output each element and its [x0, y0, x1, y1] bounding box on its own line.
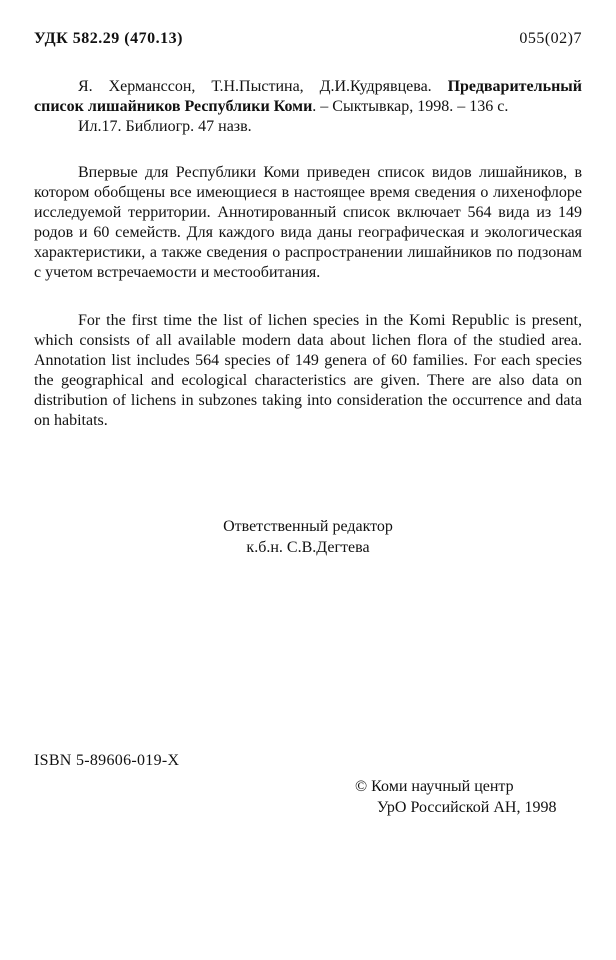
abstract-russian-text: Впервые для Республики Коми приведен список видов лишайников, в котором обобщены все имеющиеся в настоящее время сведения о лихенофлоре исследуемой территории. Аннотированный список включает 564 вида из 149 родов и 60 семейств. Для каждого вида даны географическая и экологическая характеристики, а также сведения о распространении лишайников по подзонам с учетом встречаемости и местообитания. — [34, 164, 582, 281]
illustration-details: Ил.17. Библиогр. 47 назв. — [78, 118, 252, 135]
copyright-holder: © Коми научный центр — [355, 778, 514, 795]
book-title: Предварительный список лишайников Республики Коми — [34, 78, 582, 115]
isbn: ISBN 5-89606-019-X — [34, 752, 180, 769]
editor-name: к.б.н. С.В.Дегтева — [246, 539, 370, 556]
copyright-year: УрО Российской АН, 1998 — [377, 799, 557, 816]
editor-role: Ответственный редактор — [223, 518, 393, 535]
abstract-russian — [34, 163, 582, 283]
publication-info: . – Сыктывкар, 1998. – 136 с. — [312, 98, 509, 115]
bbk-code: 055(02)7 — [519, 30, 582, 47]
bibliographic-record — [34, 77, 582, 137]
abstract-english-text: For the first time the list of lichen species in the Komi Republic is present, which consists of all available modern data about lichen flora of the studied area. Annotation list includes 564 species of 149 genera of 60 families. For each species the geographical and ecological characteristics are given. There are also data on distribution of lichens in subzones taking into consideration the occurrence and data on habitats. — [34, 312, 582, 429]
udk-code: УДК 582.29 (470.13) — [34, 30, 183, 47]
authors: Я. Херманссон, Т.Н.Пыстина, Д.И.Кудрявцева. — [78, 78, 432, 95]
abstract-english — [34, 311, 582, 431]
copyright-notice — [355, 776, 556, 818]
responsible-editor — [0, 516, 616, 558]
